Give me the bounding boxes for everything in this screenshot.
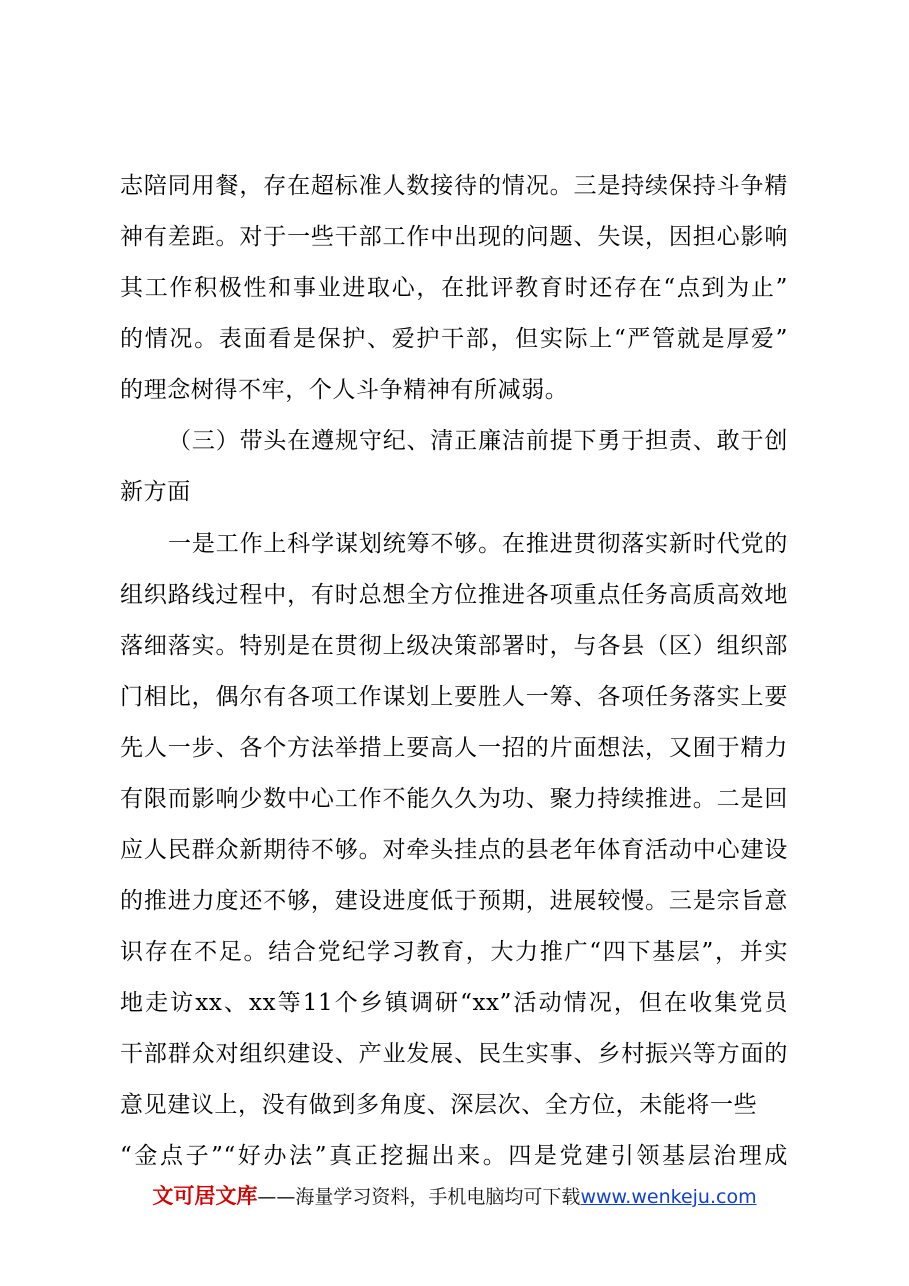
paragraph-line: 的情况。表面看是保护、爱护干部，但实际上“严管就是厚爱” <box>120 326 788 352</box>
paragraph-line: 的推进力度还不够，建设进度低于预期，进展较慢。三是宗旨意 <box>120 888 788 914</box>
footer-site-link[interactable]: www.wenkeju.com <box>580 1186 757 1208</box>
paragraph-line: 一是工作上科学谋划统筹不够。在推进贯彻落实新时代党的 <box>168 531 788 557</box>
paragraph-line: 意见建议上，没有做到多角度、深层次、全方位，未能将一些 <box>120 1092 758 1118</box>
paragraph-line: 的理念树得不牢，个人斗争精神有所减弱。 <box>120 377 569 403</box>
footer-banner <box>0 1180 909 1210</box>
section-heading: （三）带头在遵规守纪、清正廉洁前提下勇于担责、敢于创 <box>168 428 788 454</box>
paragraph-line: 地走访xx、xx等11个乡镇调研“xx”活动情况，但在收集党员 <box>120 990 788 1016</box>
paragraph-line: 落细落实。特别是在贯彻上级决策部署时，与各县（区）组织部 <box>120 633 788 659</box>
paragraph-line: “金点子”“好办法”真正挖掘出来。四是党建引领基层治理成 <box>120 1143 788 1169</box>
paragraph-line: 志陪同用餐，存在超标准人数接待的情况。三是持续保持斗争精 <box>120 173 788 199</box>
paragraph-line: 有限而影响少数中心工作不能久久为功、聚力持续推进。二是回 <box>120 786 788 812</box>
paragraph-line: 应人民群众新期待不够。对牵头挂点的县老年体育活动中心建设 <box>120 837 788 863</box>
paragraph-line: 神有差距。对于一些干部工作中出现的问题、失误，因担心影响 <box>120 224 788 250</box>
footer-brand: 文可居文库 <box>152 1184 258 1208</box>
section-heading: 新方面 <box>120 479 191 505</box>
footer-tagline: ——海量学习资料，手机电脑均可下载 <box>257 1186 581 1208</box>
paragraph-line: 先人一步、各个方法举措上要高人一招的片面想法，又囿于精力 <box>120 735 788 761</box>
paragraph-line: 组织路线过程中，有时总想全方位推进各项重点任务高质高效地 <box>120 582 788 608</box>
paragraph-line: 识存在不足。结合党纪学习教育，大力推广“四下基层”，并实 <box>120 939 788 965</box>
paragraph-line: 门相比，偶尔有各项工作谋划上要胜人一筹、各项任务落实上要 <box>120 684 788 710</box>
paragraph-line: 其工作积极性和事业进取心，在批评教育时还存在“点到为止” <box>120 275 788 301</box>
paragraph-line: 干部群众对组织建设、产业发展、民生实事、乡村振兴等方面的 <box>120 1041 788 1067</box>
